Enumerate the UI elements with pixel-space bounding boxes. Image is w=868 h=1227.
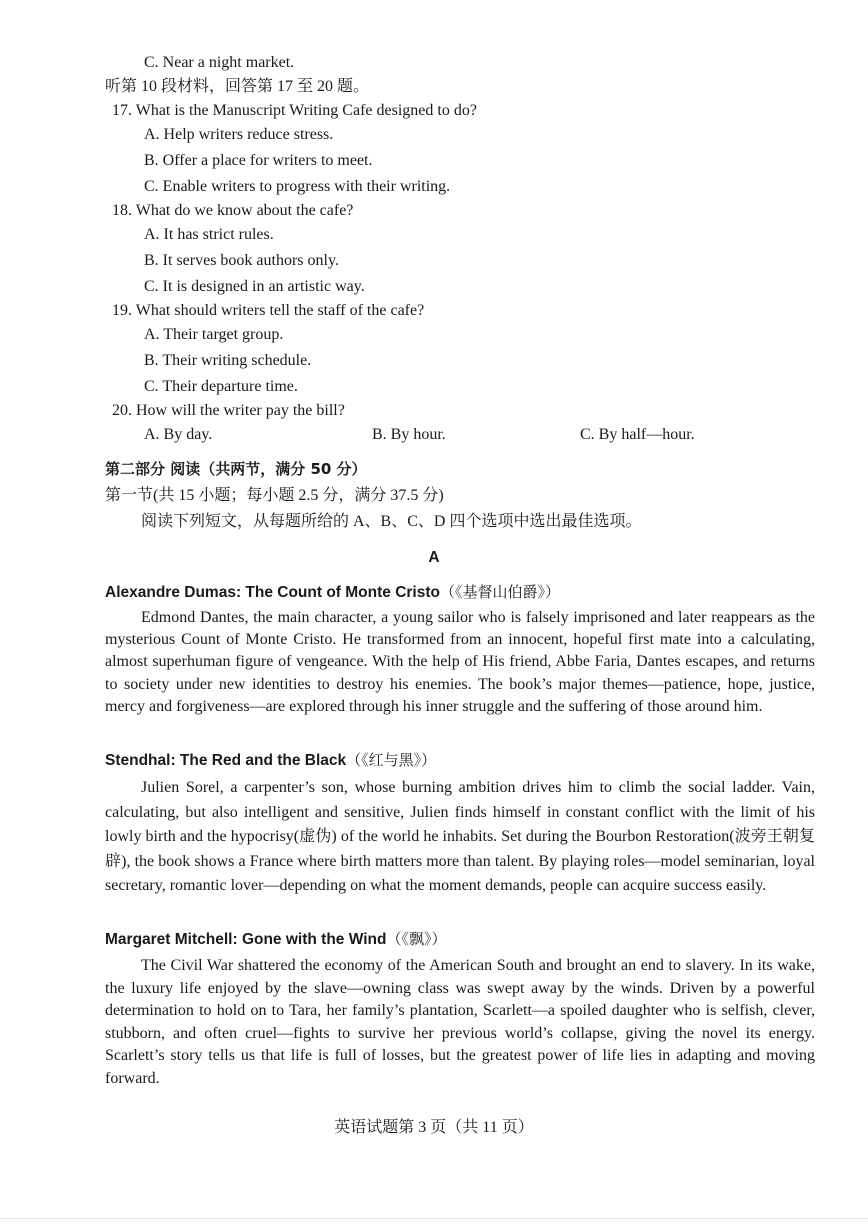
question-17-option-c: C. Enable writers to progress with their writing. — [144, 178, 451, 195]
book-3-paragraph — [105, 955, 815, 1090]
passage-label: A — [428, 549, 440, 566]
question-20-option-a: A. By day. — [144, 426, 213, 443]
reading-section-title: 第一节(共 15 小题；每小题 2.5 分，满分 37.5 分) — [105, 487, 444, 504]
bottom-divider — [0, 1218, 868, 1219]
question-18: 18. What do we know about the cafe? — [112, 202, 354, 219]
listening-instruction: 听第 10 段材料，回答第 17 至 20 题。 — [105, 78, 370, 95]
book-3-title-cn: （《飘》） — [386, 930, 447, 948]
book-2-title: Stendhal: The Red and the Black — [105, 752, 347, 769]
question-19-option-b: B. Their writing schedule. — [144, 352, 312, 369]
book-3-title: Margaret Mitchell: Gone with the Wind — [105, 931, 387, 948]
question-17-option-b: B. Offer a place for writers to meet. — [144, 152, 373, 169]
book-2-title-cn: （《红与黑》） — [346, 751, 437, 769]
reading-instruction: 阅读下列短文，从每题所给的 A、B、C、D 四个选项中选出最佳选项。 — [141, 513, 642, 530]
question-18-option-a: A. It has strict rules. — [144, 226, 274, 243]
book-2-paragraph — [105, 776, 815, 899]
question-17: 17. What is the Manuscript Writing Cafe designed to do? — [112, 102, 477, 119]
question-20-option-b: B. By hour. — [372, 426, 446, 443]
book-1-text: Edmond Dantes, the main character, a young sailor who is falsely imprisoned and later reappears as the mysterious Count of Monte Cristo. He transformed from an innocent, hopeful first mate into a calculating, almost superhuman figure of vengeance. With the help of His friend, Abbe Faria, Dantes escapes, and returns to society under new identities to destroy his enemies. The book’s major themes—patience, hope, justice, mercy and forgiveness—are explored through his inner struggle and the suffering of those around him. — [105, 609, 815, 715]
question-18-option-b: B. It serves book authors only. — [144, 252, 339, 269]
book-2-text: Julien Sorel, a carpenter’s son, whose burning ambition drives him to climb the social ladder. Vain, calculating, but also intelligent and sensitive, Julien finds himself in constant conflict with the limit of his lowly birth and the hypocrisy(虚伪) of the world he inhabits. Set during the Bourbon Restoration(波旁王朝复辟), the book shows a France where birth matters more than talent. By playing roles—model seminarian, loyal secretary, romantic lover—depending on what the moment demands, people can acquire success easily. — [105, 779, 815, 894]
book-1-title: Alexandre Dumas: The Count of Monte Cristo — [105, 584, 440, 601]
prev-option-c: C. Near a night market. — [144, 54, 295, 71]
question-17-option-a: A. Help writers reduce stress. — [144, 126, 334, 143]
book-2-heading — [105, 750, 436, 771]
book-1-title-cn: （《基督山伯爵》） — [440, 583, 561, 601]
book-1-paragraph — [105, 607, 815, 718]
book-1-heading — [105, 582, 560, 603]
page-footer: 英语试题第 3 页（共 11 页） — [334, 1119, 534, 1136]
question-20-option-c: C. By half—hour. — [580, 426, 695, 443]
question-20: 20. How will the writer pay the bill? — [112, 402, 345, 419]
question-19-option-a: A. Their target group. — [144, 326, 284, 343]
reading-part-title: 第二部分 阅读（共两节，满分 50 分） — [105, 460, 367, 478]
book-3-text: The Civil War shattered the economy of the American South and brought an end to slavery. In its wake, the luxury life enjoyed by the slave—owning class was swept away by the winds. Driven by a powerful determination to hold on to Tara, her family’s plantation, Scarlett—a spoiled daughter who is selfish, clever, stubborn, and often cruel—fights to survive her previous world’s collapse, giving the novel its energy. Scarlett’s story tells us that life is full of losses, but the greatest power of life lies in adapting and moving forward. — [105, 957, 815, 1087]
question-19-option-c: C. Their departure time. — [144, 378, 298, 395]
question-19: 19. What should writers tell the staff of the cafe? — [112, 302, 425, 319]
question-18-option-c: C. It is designed in an artistic way. — [144, 278, 365, 295]
book-3-heading — [105, 929, 446, 950]
